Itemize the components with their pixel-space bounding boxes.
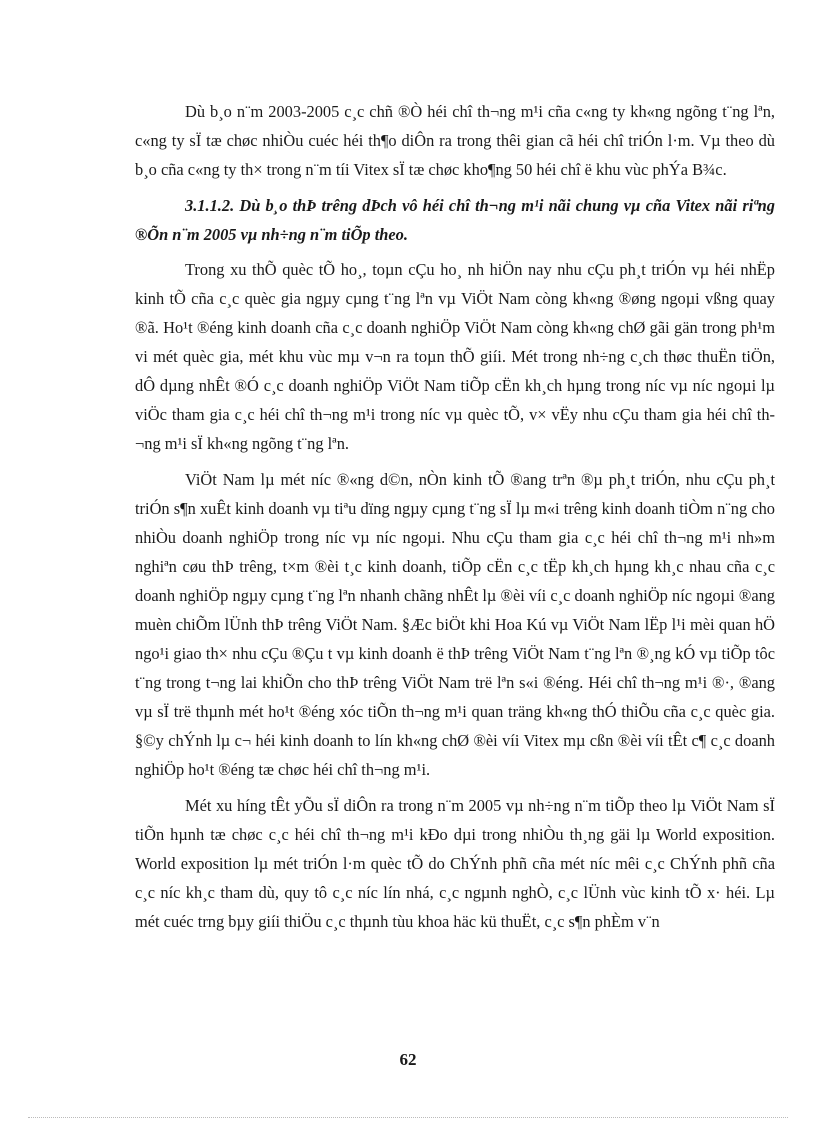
paragraph-forecast-2003-2005: Dù b¸o n¨m 2003-2005 c¸c chñ ®Ò héi chî th¬ng m¹i cña c«ng ty kh«ng ngõng t¨ng lªn, c«ng ty sÏ tæ chøc nhiÒu cuéc héi th¶o diÔn ra trong thêi gian cã héi chî triÓn l·m. Vµ theo dù b¸o cña c«ng ty th× trong n¨m tíi Vitex sÏ tæ chøc kho¶ng 50 héi chî ë khu vùc phÝa B¾c. — [135, 102, 775, 179]
paragraph-globalization: Trong xu thÕ quèc tÕ ho¸, toµn cÇu ho¸ nh hiÖn nay nhu cÇu ph¸t triÓn vµ héi nhËp kinh tÕ cña c¸c quèc gia ngµy cµng t¨ng lªn vµ ViÖt Nam còng kh«ng ®øng ngoµi vßng quay ®ã. Ho¹t ®éng kinh doanh cña c¸c doanh nghiÖp ViÖt Nam còng kh«ng chØ gãi gän trong ph¹m vi mét quèc gia, mét khu vùc mµ v¬n ra toµn thÕ giíi. Mét trong nh÷ng c¸ch thøc thuËn tiÖn, dÔ dµng nhÊt ®Ó c¸c doanh nghiÖp ViÖt Nam tiÕp cËn kh¸ch hµng trong níc vµ níc ngoµi lµ viÖc tham gia c¸c héi chî th¬ng m¹i trong níc vµ quèc tÕ, v× vËy nhu cÇu tham gia héi chî th¬ng m¹i sÏ kh«ng ngõng t¨ng lªn. — [135, 260, 775, 453]
page-number: 62 — [399, 1050, 417, 1069]
section-heading-3-1-1-2: 3.1.1.2. Dù b¸o thÞ trêng dÞch vô héi chî th¬ng m¹i nãi chung vµ cña Vitex nãi riªng ®Õn n¨m 2005 vµ nh÷ng n¨m tiÕp theo. — [135, 196, 775, 244]
paragraph-world-exposition: Mét xu híng tÊt yÕu sÏ diÔn ra trong n¨m 2005 vµ nh÷ng n¨m tiÕp theo lµ ViÖt Nam sÏ tiÕn hµnh tæ chøc c¸c héi chî th¬ng m¹i kÐo dµi trong nhiÒu th¸ng gäi lµ World exposition. World exposition lµ mét triÓn l·m quèc tÕ do ChÝnh phñ cña mét níc mêi c¸c ChÝnh phñ cña c¸c níc kh¸c tham dù, quy tô c¸c níc lín nhá, c¸c ngµnh nghÒ, c¸c lÜnh vùc kinh tÕ x· héi. Lµ mét cuéc trng bµy giíi thiÖu c¸c thµnh tùu khoa häc kü thuËt, c¸c s¶n phÈm v¨n — [135, 796, 775, 931]
paragraph-vietnam-market: ViÖt Nam lµ mét níc ®«ng d©n, nÒn kinh tÕ ®ang trªn ®µ ph¸t triÓn, nhu cÇu ph¸t triÓn s¶n xuÊt kinh doanh vµ tiªu dïng ngµy cµng t¨ng sÏ lµ m«i trêng kinh doanh tiÒm n¨ng cho nhiÒu doanh nghiÖp trong níc vµ níc ngoµi. Nhu cÇu tham gia c¸c héi chî th¬ng m¹i nh»m nghiªn cøu thÞ trêng, t×m ®èi t¸c kinh doanh, tiÕp cËn c¸c tËp kh¸ch hµng kh¸c nhau cña c¸c doanh nghiÖp ngµy cµng t¨ng lªn nhanh chãng nhÊt lµ ®èi víi c¸c doanh nghiÖp níc ngoµi ®ang muèn chiÕm lÜnh thÞ trêng ViÖt Nam. §Æc biÖt khi Hoa Kú vµ ViÖt Nam lËp l¹i mèi quan hÖ ngo¹i giao th× nhu cÇu ®Çu t vµ kinh doanh ë thÞ trêng ViÖt Nam t¨ng lªn ®¸ng kÓ vµ tiÕp tôc t¨ng trong t¬ng lai khiÕn cho thÞ trêng ViÖt Nam trë lªn s«i ®éng. Héi chî th¬ng m¹i ®·, ®ang vµ sÏ trë thµnh mét ho¹t ®éng xóc tiÕn th¬ng m¹i quan träng kh«ng thÓ thiÕu cña c¸c quèc gia. §©y chÝnh lµ c¬ héi kinh doanh to lín kh«ng chØ ®èi víi Vitex mµ cßn ®èi víi tÊt c¶ c¸c doanh nghiÖp ho¹t ®éng tæ chøc héi chî th¬ng m¹i. — [135, 470, 775, 779]
bottom-divider — [28, 1117, 788, 1118]
page-body — [135, 97, 775, 943]
